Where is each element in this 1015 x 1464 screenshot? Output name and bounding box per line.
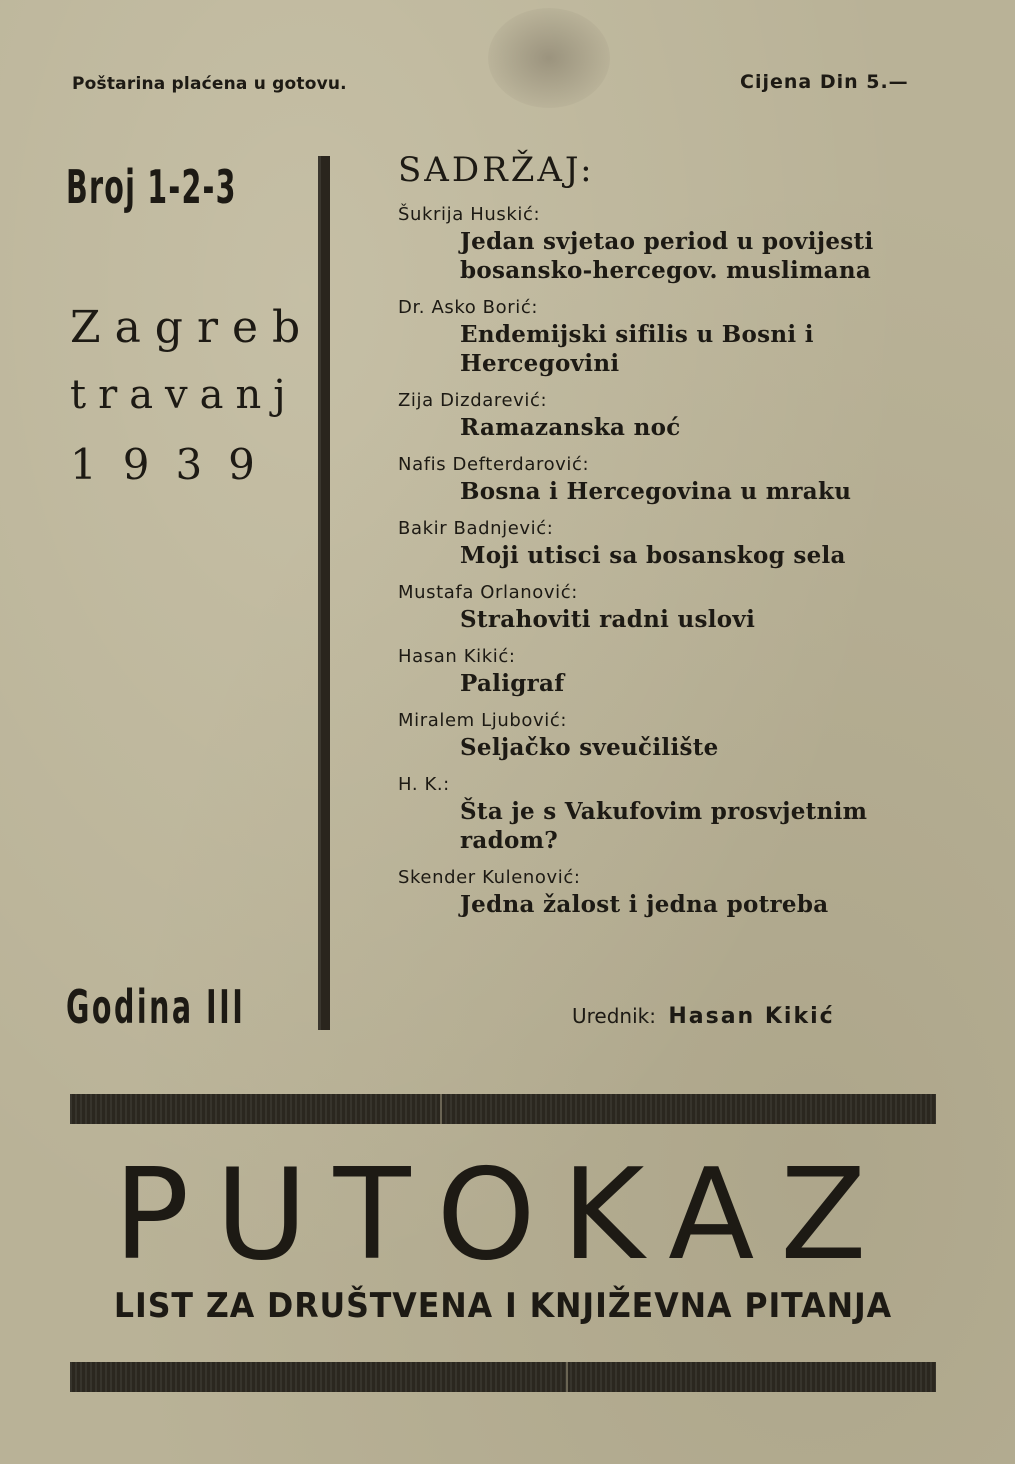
postal-stamp-mark xyxy=(488,8,610,108)
entry-author: Šukrija Huskić: xyxy=(398,204,541,225)
toc-entry xyxy=(398,646,938,698)
entry-author: Nafis Defterdarović: xyxy=(398,454,590,475)
bottom-decorative-bar xyxy=(70,1362,936,1392)
volume-year: Godina III xyxy=(66,980,246,1034)
entry-title: Ramazanska noć xyxy=(460,414,681,441)
postage-note: Poštarina plaćena u gotovu. xyxy=(72,74,347,94)
toc-entry xyxy=(398,454,938,506)
masthead-title: PUTOKAZ xyxy=(113,1141,893,1288)
toc-entry xyxy=(398,390,938,442)
entry-title: Paligraf xyxy=(460,670,565,697)
entry-title: Šta je s Vakufovim prosvjetnim radom? xyxy=(460,798,868,854)
vertical-divider xyxy=(318,156,330,1030)
entry-author: Zija Dizdarević: xyxy=(398,390,548,411)
bar-seam xyxy=(440,1094,442,1124)
entry-author: Hasan Kikić: xyxy=(398,646,516,667)
top-decorative-bar xyxy=(70,1094,936,1124)
table-of-contents xyxy=(398,150,938,931)
toc-entry xyxy=(398,518,938,570)
bar-seam xyxy=(566,1362,568,1392)
entry-author: Dr. Asko Borić: xyxy=(398,297,538,318)
entry-title: Jedan svjetao period u povijesti bosansko-hercegov. muslimana xyxy=(460,228,874,284)
toc-entry xyxy=(398,204,938,285)
entry-title: Bosna i Hercegovina u mraku xyxy=(460,478,852,505)
price-label: Cijena Din 5.— xyxy=(740,71,909,93)
editor-label: Urednik: xyxy=(572,1004,656,1028)
entry-title: Seljačko sveučilište xyxy=(460,734,719,761)
toc-entry xyxy=(398,774,938,855)
entry-author: Bakir Badnjević: xyxy=(398,518,554,539)
entry-author: H. K.: xyxy=(398,774,450,795)
toc-entry xyxy=(398,582,938,634)
editor-name: Hasan Kikić xyxy=(668,1004,835,1029)
publication-city: Zagreb xyxy=(70,302,315,353)
entry-title: Strahoviti radni uslovi xyxy=(460,606,756,633)
entry-title: Jedna žalost i jedna potreba xyxy=(460,891,829,918)
publication-year: 1939 xyxy=(70,440,281,489)
toc-entry xyxy=(398,867,938,919)
masthead-subtitle: LIST ZA DRUŠTVENA I KNJIŽEVNA PITANJA xyxy=(113,1286,893,1326)
issue-number: Broj 1-2-3 xyxy=(66,160,237,214)
entry-author: Skender Kulenović: xyxy=(398,867,581,888)
entry-author: Mustafa Orlanović: xyxy=(398,582,578,603)
toc-entry xyxy=(398,297,938,378)
entry-author: Miralem Ljubović: xyxy=(398,710,567,731)
entry-title: Endemijski sifilis u Bosni i Hercegovini xyxy=(460,321,814,377)
entry-title: Moji utisci sa bosanskog sela xyxy=(460,542,846,569)
editor-credit xyxy=(572,1004,835,1029)
toc-entry xyxy=(398,710,938,762)
publication-month: travanj xyxy=(70,372,298,418)
contents-heading: SADRŽAJ: xyxy=(398,150,595,190)
